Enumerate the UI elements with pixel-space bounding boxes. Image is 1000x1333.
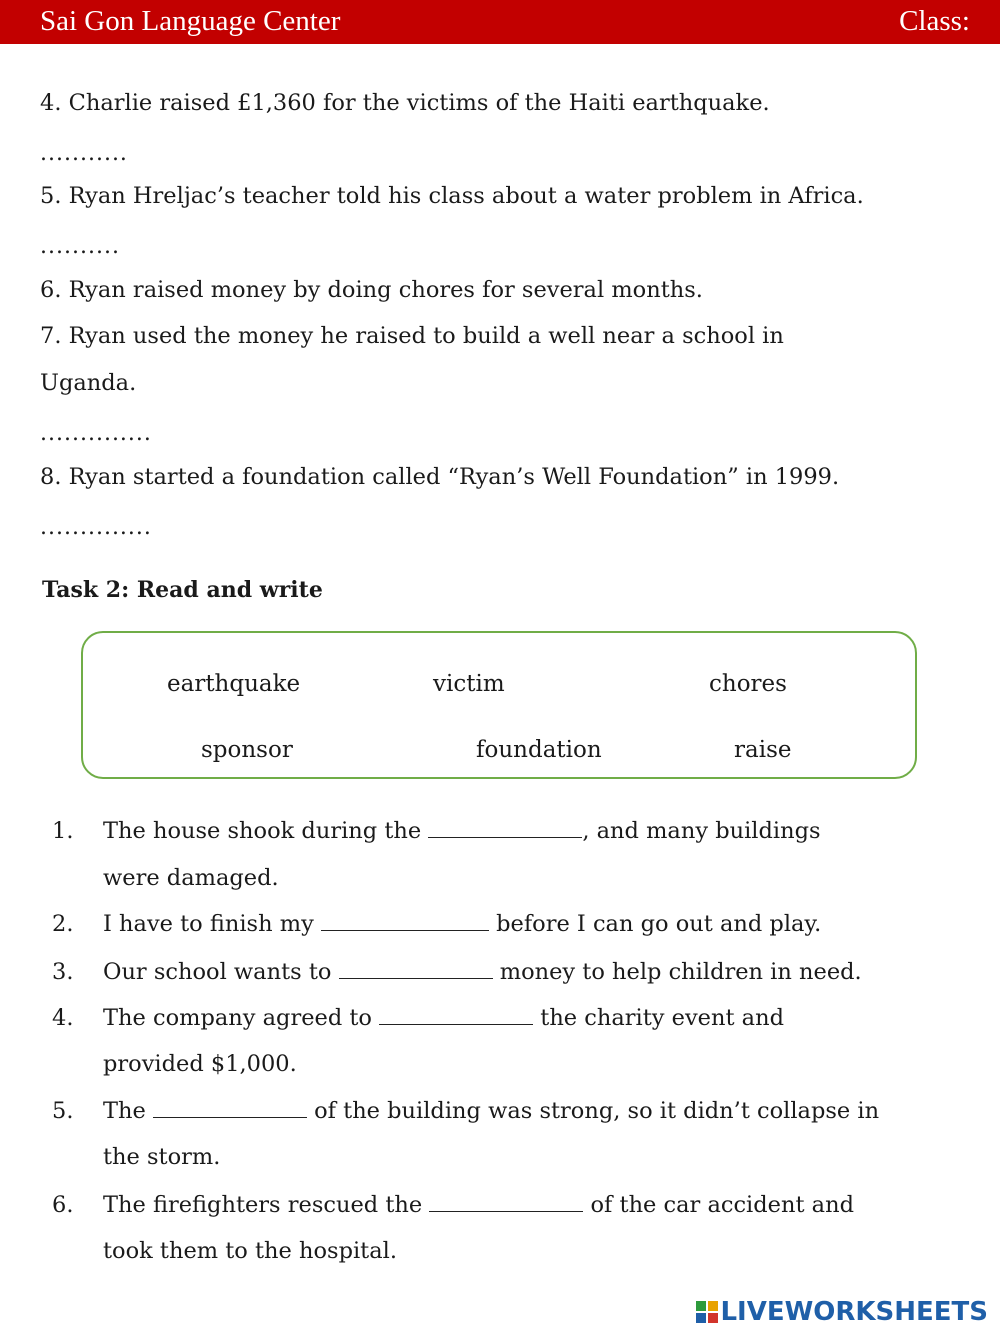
answer-field-7[interactable]: .............. [40, 421, 152, 446]
word-victim: victim [433, 671, 505, 697]
word-foundation: foundation [476, 737, 602, 763]
question-text: Our school wants to [103, 959, 339, 985]
blank-input-2[interactable] [321, 912, 489, 931]
question-3 [103, 957, 862, 987]
task2-title: Task 2: Read and write [42, 577, 323, 603]
question-5-cont: the storm. [103, 1144, 221, 1170]
statement-8: 8. Ryan started a foundation called “Ryan’s Well Foundation” in 1999. [40, 464, 840, 490]
class-label: Class: [899, 5, 970, 37]
answer-field-5[interactable]: .......... [40, 234, 120, 259]
answer-field-4[interactable]: ........... [40, 141, 128, 166]
question-6-cont: took them to the hospital. [103, 1238, 397, 1264]
question-6 [103, 1190, 854, 1220]
question-number: 1. [52, 818, 74, 844]
statement-5: 5. Ryan Hreljac’s teacher told his class about a water problem in Africa. [40, 183, 864, 209]
question-1 [103, 816, 821, 846]
word-chores: chores [709, 671, 787, 697]
question-text: before I can go out and play. [488, 911, 822, 937]
question-text: , and many buildings [582, 818, 821, 844]
liveworksheets-logo[interactable] [696, 1297, 988, 1327]
question-2 [103, 909, 821, 939]
question-text: The company agreed to [103, 1005, 380, 1031]
blank-input-1[interactable] [428, 819, 582, 838]
blank-input-6[interactable] [429, 1193, 583, 1212]
question-1-cont: were damaged. [103, 865, 279, 891]
question-number: 4. [52, 1005, 74, 1031]
question-text: The firefighters rescued the [103, 1192, 430, 1218]
blank-input-4[interactable] [379, 1006, 533, 1025]
question-text: of the building was strong, so it didn’t collapse in [306, 1098, 880, 1124]
question-text: The [103, 1098, 153, 1124]
word-bank [81, 631, 917, 779]
word-raise: raise [734, 737, 792, 763]
question-number: 5. [52, 1098, 74, 1124]
question-text: The house shook during the [103, 818, 429, 844]
question-4-cont: provided $1,000. [103, 1051, 297, 1077]
liveworksheets-logo-icon [696, 1301, 718, 1323]
word-earthquake: earthquake [167, 671, 301, 697]
question-5 [103, 1096, 879, 1126]
blank-input-3[interactable] [339, 960, 493, 979]
word-sponsor: sponsor [201, 737, 293, 763]
blank-input-5[interactable] [153, 1099, 307, 1118]
statement-4: 4. Charlie raised £1,360 for the victims of the Haiti earthquake. [40, 90, 770, 116]
question-4 [103, 1003, 784, 1033]
question-text: money to help children in need. [492, 959, 862, 985]
question-text: of the car accident and [583, 1192, 854, 1218]
question-number: 6. [52, 1192, 74, 1218]
question-number: 3. [52, 959, 74, 985]
statement-6: 6. Ryan raised money by doing chores for several months. [40, 277, 703, 303]
question-text: the charity event and [533, 1005, 784, 1031]
school-name: Sai Gon Language Center [40, 5, 341, 37]
question-number: 2. [52, 911, 74, 937]
statement-7-cont: Uganda. [40, 370, 137, 396]
statement-7: 7. Ryan used the money he raised to build a well near a school in [40, 323, 784, 349]
page-header [0, 0, 1000, 44]
question-text: I have to finish my [103, 911, 321, 937]
logo-text: LIVEWORKSHEETS [720, 1297, 988, 1327]
answer-field-8[interactable]: .............. [40, 515, 152, 540]
